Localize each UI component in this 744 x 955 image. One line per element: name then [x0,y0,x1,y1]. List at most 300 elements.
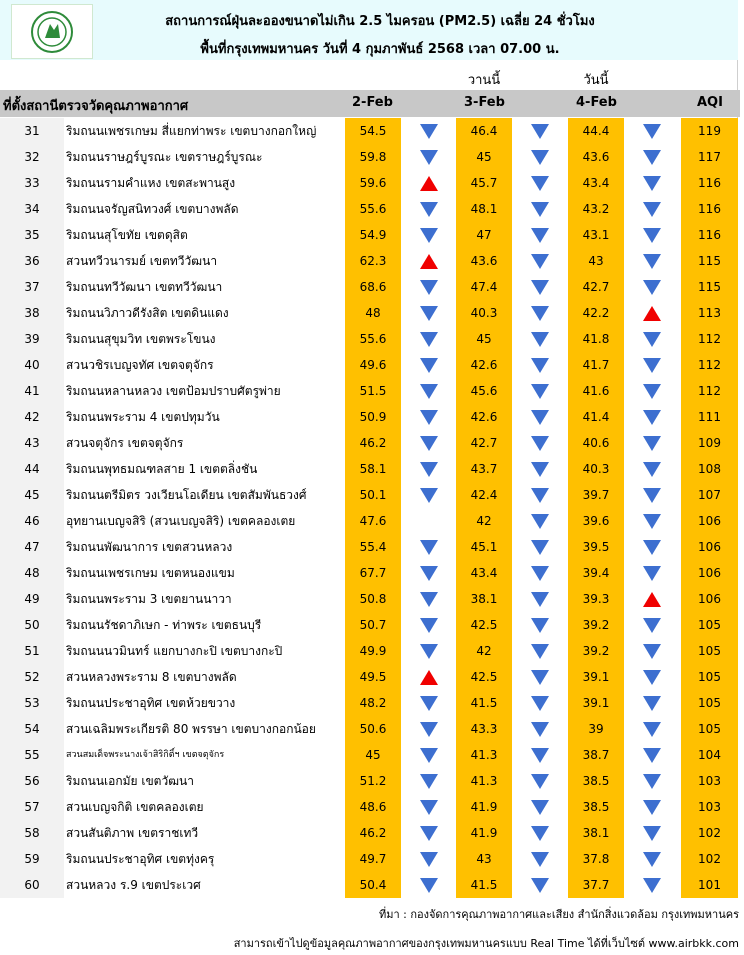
down-arrow-icon [531,228,549,243]
down-arrow-icon [643,774,661,789]
station-number: 39 [0,326,64,352]
trend-cell [512,846,568,872]
aqi-value: 105 [681,716,738,742]
table-row [0,222,740,248]
pm25-4feb: 38.5 [568,768,624,794]
down-arrow-icon [420,540,438,555]
aqi-value: 107 [681,482,738,508]
down-arrow-icon [531,306,549,321]
pm25-2feb: 49.7 [345,846,401,872]
trend-cell [401,300,457,326]
down-arrow-icon [643,566,661,581]
down-arrow-icon [531,488,549,503]
station-name: สวนหลวง ร.9 เขตประเวศ [66,878,201,892]
table-row [0,248,740,274]
station-number: 52 [0,664,64,690]
down-arrow-icon [643,878,661,893]
pm25-2feb: 62.3 [345,248,401,274]
station-number: 59 [0,846,64,872]
station-name: ริมถนนรามคำแหง เขตสะพานสูง [66,176,236,190]
table-row [0,560,740,586]
aqi-value: 119 [681,118,738,144]
pm25-3feb: 45 [456,144,512,170]
trend-cell [401,170,457,196]
pm25-2feb: 55.6 [345,196,401,222]
pm25-2feb: 51.5 [345,378,401,404]
table-row [0,716,740,742]
table-row [0,872,740,898]
table-row [0,534,740,560]
trend-cell [624,742,680,768]
aqi-value: 106 [681,508,738,534]
pm25-2feb: 46.2 [345,820,401,846]
trend-cell [512,170,568,196]
station-number: 48 [0,560,64,586]
down-arrow-icon [643,332,661,347]
pm25-4feb: 43.2 [568,196,624,222]
pm25-4feb: 39.2 [568,612,624,638]
pm25-2feb: 51.2 [345,768,401,794]
aqi-value: 115 [681,274,738,300]
down-arrow-icon [420,124,438,139]
pm25-4feb: 41.8 [568,326,624,352]
pm25-4feb: 43 [568,248,624,274]
station-number: 55 [0,742,64,768]
table-row [0,300,740,326]
down-arrow-icon [420,462,438,477]
pm25-4feb: 38.7 [568,742,624,768]
trend-cell [401,742,457,768]
table-row [0,690,740,716]
aqi-value: 112 [681,352,738,378]
trend-cell [512,612,568,638]
trend-cell [401,846,457,872]
pm25-2feb: 49.5 [345,664,401,690]
trend-cell [401,274,457,300]
down-arrow-icon [643,280,661,295]
station-name: สวนวชิรเบญจทัศ เขตจตุจักร [66,358,214,372]
trend-cell [512,196,568,222]
pm25-2feb: 49.9 [345,638,401,664]
pm25-3feb: 41.5 [456,690,512,716]
down-arrow-icon [643,722,661,737]
station-number: 38 [0,300,64,326]
pm25-4feb: 43.4 [568,170,624,196]
table-row [0,118,740,144]
pm25-4feb: 39.1 [568,664,624,690]
trend-cell [401,456,457,482]
aqi-value: 104 [681,742,738,768]
down-arrow-icon [643,254,661,269]
aqi-header: AQI [697,95,723,110]
today-label: วันนี้ [583,73,609,88]
table-row [0,352,740,378]
pm25-3feb: 43.7 [456,456,512,482]
aqi-value: 103 [681,768,738,794]
pm25-3feb: 42 [456,638,512,664]
trend-cell [512,326,568,352]
trend-cell [401,196,457,222]
down-arrow-icon [643,202,661,217]
down-arrow-icon [531,332,549,347]
pm25-3feb: 41.9 [456,820,512,846]
trend-cell [624,170,680,196]
station-number: 50 [0,612,64,638]
down-arrow-icon [531,124,549,139]
down-arrow-icon [420,384,438,399]
station-name: ริมถนนพัฒนาการ เขตสวนหลวง [66,540,233,554]
down-arrow-icon [643,228,661,243]
pm25-4feb: 43.6 [568,144,624,170]
station-name: ริมถนนจรัญสนิทวงศ์ เขตบางพลัด [66,202,239,216]
down-arrow-icon [420,696,438,711]
down-arrow-icon [420,774,438,789]
aqi-value: 105 [681,638,738,664]
trend-cell [624,144,680,170]
down-arrow-icon [643,176,661,191]
trend-cell [401,872,457,898]
station-number: 32 [0,144,64,170]
yesterday-label: วานนี้ [467,73,501,88]
realtime-note: สามารถเข้าไปดูข้อมูลคุณภาพอากาศของกรุงเทพมหานครแบบ Real Time ได้ที่เว็บไซต์ www.airbkk.com [233,937,739,950]
station-number: 58 [0,820,64,846]
aqi-value: 105 [681,612,738,638]
down-arrow-icon [643,124,661,139]
trend-cell [401,612,457,638]
aqi-value: 109 [681,430,738,456]
trend-cell [512,560,568,586]
station-name: สวนหลวงพระราม 8 เขตบางพลัด [66,670,237,684]
pm25-2feb: 47.6 [345,508,401,534]
table-row [0,456,740,482]
pm25-2feb: 50.8 [345,586,401,612]
trend-cell [512,508,568,534]
trend-cell [624,248,680,274]
aqi-value: 102 [681,820,738,846]
pm25-2feb: 59.8 [345,144,401,170]
trend-cell [624,300,680,326]
location-column-header: ที่ตั้งสถานีตรวจวัดคุณภาพอากาศ [3,99,189,114]
down-arrow-icon [420,202,438,217]
down-arrow-icon [420,852,438,867]
pm25-4feb: 39.4 [568,560,624,586]
trend-cell [512,144,568,170]
aqi-value: 117 [681,144,738,170]
down-arrow-icon [643,826,661,841]
trend-cell [512,404,568,430]
pm25-4feb: 40.6 [568,430,624,456]
down-arrow-icon [531,436,549,451]
down-arrow-icon [531,462,549,477]
down-arrow-icon [531,644,549,659]
aqi-value: 112 [681,378,738,404]
station-number: 34 [0,196,64,222]
aqi-value: 112 [681,326,738,352]
pm25-3feb: 43.6 [456,248,512,274]
trend-cell [624,664,680,690]
aqi-value: 101 [681,872,738,898]
down-arrow-icon [531,254,549,269]
down-arrow-icon [643,150,661,165]
aqi-value: 105 [681,690,738,716]
report-subtitle: พื้นที่กรุงเทพมหานคร วันที่ 4 กุมภาพันธ์ 2568 เวลา 07.00 น. [200,42,560,57]
station-number: 49 [0,586,64,612]
station-number: 51 [0,638,64,664]
station-name: สวนเฉลิมพระเกียรติ 80 พรรษา เขตบางกอกน้อย [66,722,316,736]
trend-cell [401,118,457,144]
trend-cell [512,456,568,482]
table-row [0,820,740,846]
aqi-value: 105 [681,664,738,690]
pm25-3feb: 41.9 [456,794,512,820]
down-arrow-icon [420,826,438,841]
station-name: สวนสันติภาพ เขตราชเทวี [66,826,199,840]
down-arrow-icon [643,540,661,555]
pm25-4feb: 40.3 [568,456,624,482]
pm25-4feb: 38.1 [568,820,624,846]
down-arrow-icon [643,670,661,685]
trend-cell [512,352,568,378]
trend-cell [512,820,568,846]
up-arrow-icon [420,670,438,685]
trend-cell [624,196,680,222]
station-number: 45 [0,482,64,508]
down-arrow-icon [531,384,549,399]
trend-cell [401,534,457,560]
up-arrow-icon [643,306,661,321]
trend-cell [401,794,457,820]
trend-cell [624,404,680,430]
down-arrow-icon [531,696,549,711]
down-arrow-icon [531,618,549,633]
station-number: 37 [0,274,64,300]
pm25-4feb: 39 [568,716,624,742]
station-name: ริมถนนนวมินทร์ แยกบางกะปิ เขตบางกะปิ [66,644,283,658]
station-name: ริมถนนรัชดาภิเษก - ท่าพระ เขตธนบุรี [66,618,262,632]
trend-cell [512,300,568,326]
pm25-4feb: 37.8 [568,846,624,872]
table-row [0,274,740,300]
trend-cell [624,872,680,898]
table-row [0,144,740,170]
pm25-3feb: 41.3 [456,768,512,794]
trend-cell [512,534,568,560]
date-4feb-header: 4-Feb [576,95,617,110]
pm25-3feb: 45.1 [456,534,512,560]
table-row [0,794,740,820]
trend-cell [401,820,457,846]
down-arrow-icon [531,202,549,217]
station-name: ริมถนนสุขุมวิท เขตพระโขนง [66,332,216,346]
trend-cell [401,716,457,742]
down-arrow-icon [643,618,661,633]
trend-cell [512,482,568,508]
down-arrow-icon [643,800,661,815]
trend-cell [624,222,680,248]
aqi-value: 106 [681,586,738,612]
station-name: ริมถนนเพชรเกษม สี่แยกท่าพระ เขตบางกอกใหญ่ [66,124,317,138]
trend-cell [512,274,568,300]
report-title: สถานการณ์ฝุ่นละอองขนาดไม่เกิน 2.5 ไมครอน (PM2.5) เฉลี่ย 24 ชั่วโมง [165,14,595,29]
down-arrow-icon [531,566,549,581]
pm25-2feb: 59.6 [345,170,401,196]
pm25-4feb: 42.7 [568,274,624,300]
station-number: 57 [0,794,64,820]
pm25-2feb: 50.7 [345,612,401,638]
table-row [0,664,740,690]
down-arrow-icon [643,410,661,425]
trend-cell [512,638,568,664]
pm25-3feb: 38.1 [456,586,512,612]
pm25-3feb: 46.4 [456,118,512,144]
down-arrow-icon [531,176,549,191]
table-row [0,638,740,664]
aqi-value: 108 [681,456,738,482]
trend-cell [624,378,680,404]
table-header [0,90,740,117]
down-arrow-icon [420,306,438,321]
pm25-2feb: 48 [345,300,401,326]
station-name: ริมถนนเอกมัย เขตวัฒนา [66,774,194,788]
down-arrow-icon [420,592,438,607]
up-arrow-icon [420,176,438,191]
down-arrow-icon [420,800,438,815]
trend-cell [401,378,457,404]
trend-cell [401,248,457,274]
pm25-2feb: 54.9 [345,222,401,248]
station-name: ริมถนนเพชรเกษม เขตหนองแขม [66,566,235,580]
down-arrow-icon [420,150,438,165]
table-row [0,742,740,768]
pm25-3feb: 43.4 [456,560,512,586]
trend-cell [624,326,680,352]
table-row [0,612,740,638]
station-name: ริมถนนประชาอุทิศ เขตห้วยขวาง [66,696,236,710]
trend-cell [624,456,680,482]
down-arrow-icon [531,150,549,165]
trend-cell [512,378,568,404]
trend-cell [401,222,457,248]
table-row [0,430,740,456]
pm25-2feb: 50.9 [345,404,401,430]
down-arrow-icon [531,514,549,529]
station-number: 41 [0,378,64,404]
date-3feb-header: 3-Feb [464,95,505,110]
trend-cell [512,430,568,456]
down-arrow-icon [531,748,549,763]
table-row [0,586,740,612]
trend-cell [624,586,680,612]
down-arrow-icon [420,332,438,347]
pm25-2feb: 55.4 [345,534,401,560]
pm25-4feb: 39.1 [568,690,624,716]
station-name: สวนสมเด็จพระนางเจ้าสิริกิติ์ฯ เขตจตุจักร [66,750,225,760]
trend-cell [624,274,680,300]
pm25-3feb: 43.3 [456,716,512,742]
trend-cell [512,690,568,716]
aqi-value: 102 [681,846,738,872]
table-row [0,404,740,430]
pm25-3feb: 42.5 [456,664,512,690]
pm25-4feb: 44.4 [568,118,624,144]
table-row [0,482,740,508]
down-arrow-icon [531,280,549,295]
down-arrow-icon [643,514,661,529]
down-arrow-icon [420,566,438,581]
trend-cell [624,638,680,664]
pm25-3feb: 42.7 [456,430,512,456]
down-arrow-icon [420,878,438,893]
trend-cell [401,586,457,612]
pm25-3feb: 43 [456,846,512,872]
down-arrow-icon [531,852,549,867]
station-number: 42 [0,404,64,430]
down-arrow-icon [420,618,438,633]
down-arrow-icon [531,358,549,373]
pm25-2feb: 48.2 [345,690,401,716]
aqi-value: 106 [681,534,738,560]
pm25-2feb: 50.4 [345,872,401,898]
pm25-2feb: 46.2 [345,430,401,456]
pm25-3feb: 40.3 [456,300,512,326]
down-arrow-icon [643,852,661,867]
trend-cell [512,716,568,742]
trend-cell [624,352,680,378]
trend-cell-empty [401,508,457,534]
station-name: ริมถนนพระราม 4 เขตปทุมวัน [66,410,220,424]
down-arrow-icon [420,228,438,243]
aqi-value: 116 [681,222,738,248]
trend-cell [512,742,568,768]
station-name: ริมถนนวิภาวดีรังสิต เขตดินแดง [66,306,229,320]
pm25-4feb: 41.6 [568,378,624,404]
station-number: 35 [0,222,64,248]
aqi-value: 116 [681,170,738,196]
down-arrow-icon [643,696,661,711]
down-arrow-icon [643,644,661,659]
station-name: ริมถนนพระราม 3 เขตยานนาวา [66,592,232,606]
down-arrow-icon [420,722,438,737]
pm25-4feb: 38.5 [568,794,624,820]
up-arrow-icon [643,592,661,607]
trend-cell [624,482,680,508]
pm25-2feb: 54.5 [345,118,401,144]
station-number: 46 [0,508,64,534]
station-name: อุทยานเบญจสิริ (สวนเบญจสิริ) เขตคลองเตย [66,514,296,528]
pm25-3feb: 45.7 [456,170,512,196]
pm25-3feb: 42.4 [456,482,512,508]
trend-cell [401,664,457,690]
trend-cell [512,664,568,690]
pm25-3feb: 48.1 [456,196,512,222]
aqi-value: 111 [681,404,738,430]
trend-cell [401,482,457,508]
down-arrow-icon [531,540,549,555]
down-arrow-icon [531,410,549,425]
table-row [0,846,740,872]
pm25-4feb: 43.1 [568,222,624,248]
pm25-3feb: 42.6 [456,404,512,430]
pm25-3feb: 45 [456,326,512,352]
trend-cell [401,430,457,456]
trend-cell [512,248,568,274]
trend-cell [401,690,457,716]
aqi-value: 115 [681,248,738,274]
trend-cell [512,222,568,248]
trend-cell [401,326,457,352]
down-arrow-icon [531,774,549,789]
station-number: 36 [0,248,64,274]
